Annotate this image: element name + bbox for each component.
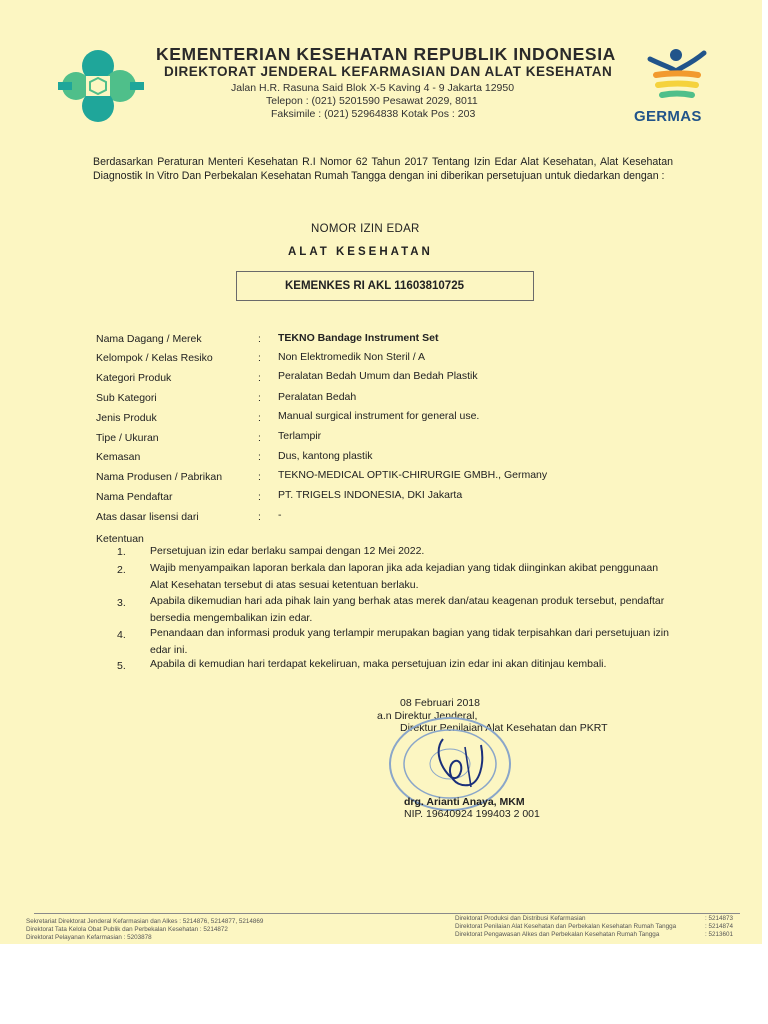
handwritten-signature [425,735,495,795]
provision-number: 2. [117,564,126,576]
footer-contact-right: Direktorat Penilaian Alat Kesehatan dan Perbekalan Kesehatan Rumah Tangga [455,923,677,930]
field-label: Tipe / Ukuran [96,432,159,444]
provision-text: Penandaan dan informasi produk yang terlampir merupakan bagian yang tidak terpisahkan dari persetujuan izin edar ini. [150,627,669,656]
signatory-nip: NIP. 19640924 199403 2 001 [404,808,540,820]
field-label: Kelompok / Kelas Resiko [96,352,213,364]
field-value: Non Elektromedik Non Steril / A [278,351,426,363]
field-label: Jenis Produk [96,412,157,424]
footer-contact-right: Direktorat Produksi dan Distribusi Kefarmasian [455,915,586,922]
footer-contact-left: Direktorat Tata Kelola Obat Publik dan Perbekalan Kesehatan : 5214872 [26,926,228,933]
signatory-position: Direktur Penilaian Alat Kesehatan dan PKRT [400,722,608,734]
provision-text: Apabila di kemudian hari terdapat kekeliruan, maka persetujuan izin edar ini akan ditinjau kembali. [150,658,607,670]
provision-number: 1. [117,546,126,558]
field-value: PT. TRIGELS INDONESIA, DKI Jakarta [278,489,463,501]
provision-number: 3. [117,597,126,609]
field-value: TEKNO Bandage Instrument Set [278,332,439,344]
footer-divider [34,913,740,914]
germas-logo [640,45,712,103]
field-colon: : [258,392,261,404]
provision-number: 4. [117,629,126,641]
field-colon: : [258,333,261,345]
provision-text: Wajib menyampaikan laporan berkala dan laporan jika ada kejadian yang tidak diinginkan akibat penggunaan Alat Kesehatan tersebut di atas sesuai ketentuan berlaku. [150,562,659,591]
field-colon: : [258,471,261,483]
document-title: NOMOR IZIN EDAR [311,223,420,235]
office-address: Jalan H.R. Rasuna Said Blok X-5 Kaving 4 - 9 Jakarta 12950 [231,82,515,94]
field-colon: : [258,511,261,523]
ministry-name: KEMENTERIAN KESEHATAN REPUBLIK INDONESIA [156,44,616,64]
field-value: Dus, kantong plastik [278,450,373,462]
field-value: Peralatan Bedah Umum dan Bedah Plastik [278,370,478,382]
field-label: Sub Kategori [96,392,157,404]
field-colon: : [258,451,261,463]
field-value: Terlampir [278,430,322,442]
footer-contact-left: Sekretariat Direktorat Jenderal Kefarmasian dan Alkes : 5214876, 5214877, 5214869 [26,918,264,925]
germas-wordmark: GERMAS [634,108,702,125]
field-value: Peralatan Bedah [278,391,357,403]
directorate-name: DIREKTORAT JENDERAL KEFARMASIAN DAN ALAT KESEHATAN [164,64,613,79]
on-behalf-of: a.n Direktur Jenderal, [377,710,478,722]
field-colon: : [258,491,261,503]
provision-text: Apabila dikemudian hari ada pihak lain yang berhak atas merek dan/atau keagenan produk tersebut, pendaftar bersedia mengembalikan izin edar. [150,595,665,624]
footer-contact-number: : 5214873 [705,915,734,922]
kemenkes-logo [50,46,146,126]
field-value: - [278,509,282,521]
field-label: Nama Dagang / Merek [96,333,202,345]
provision-text: Persetujuan izin edar berlaku sampai dengan 12 Mei 2022. [150,545,425,557]
field-colon: : [258,432,261,444]
field-label: Kemasan [96,451,141,463]
field-value: Manual surgical instrument for general use. [278,410,480,422]
field-colon: : [258,412,261,424]
document-subtitle: ALAT KESEHATAN [288,246,433,258]
office-phone: Telepon : (021) 5201590 Pesawat 2029, 8011 [266,95,478,107]
field-label: Nama Produsen / Pabrikan [96,471,223,483]
footer-contact-right: Direktorat Pengawasan Alkes dan Perbekalan Kesehatan Rumah Tangga [455,931,660,938]
provision-number: 5. [117,660,126,672]
office-fax: Faksimile : (021) 52964838 Kotak Pos : 203 [271,108,476,120]
field-label: Kategori Produk [96,372,172,384]
field-label: Atas dasar lisensi dari [96,511,199,523]
footer-contact-left: Direktorat Pelayanan Kefarmasian : 5203878 [26,934,152,941]
intro-paragraph: Berdasarkan Peraturan Menteri Kesehatan R.I Nomor 62 Tahun 2017 Tentang Izin Edar Alat Kesehatan, Alat Kesehatan Diagnostik In Vitro Dan Perbekalan Kesehatan Rumah Tangga dengan ini diberikan persetujuan untuk diedarkan dengan : [93,156,673,182]
footer-contact-number: : 5213601 [705,931,734,938]
issue-date: 08 Februari 2018 [400,697,480,709]
field-colon: : [258,372,261,384]
footer-contact-number: : 5214874 [705,923,734,930]
field-colon: : [258,352,261,364]
field-label: Nama Pendaftar [96,491,173,503]
signatory-name: drg. Arianti Anaya, MKM [404,796,525,808]
license-number: KEMENKES RI AKL 11603810725 [285,280,464,292]
field-value: TEKNO-MEDICAL OPTIK-CHIRURGIE GMBH., Germany [278,469,548,481]
provisions-heading: Ketentuan [96,533,144,545]
